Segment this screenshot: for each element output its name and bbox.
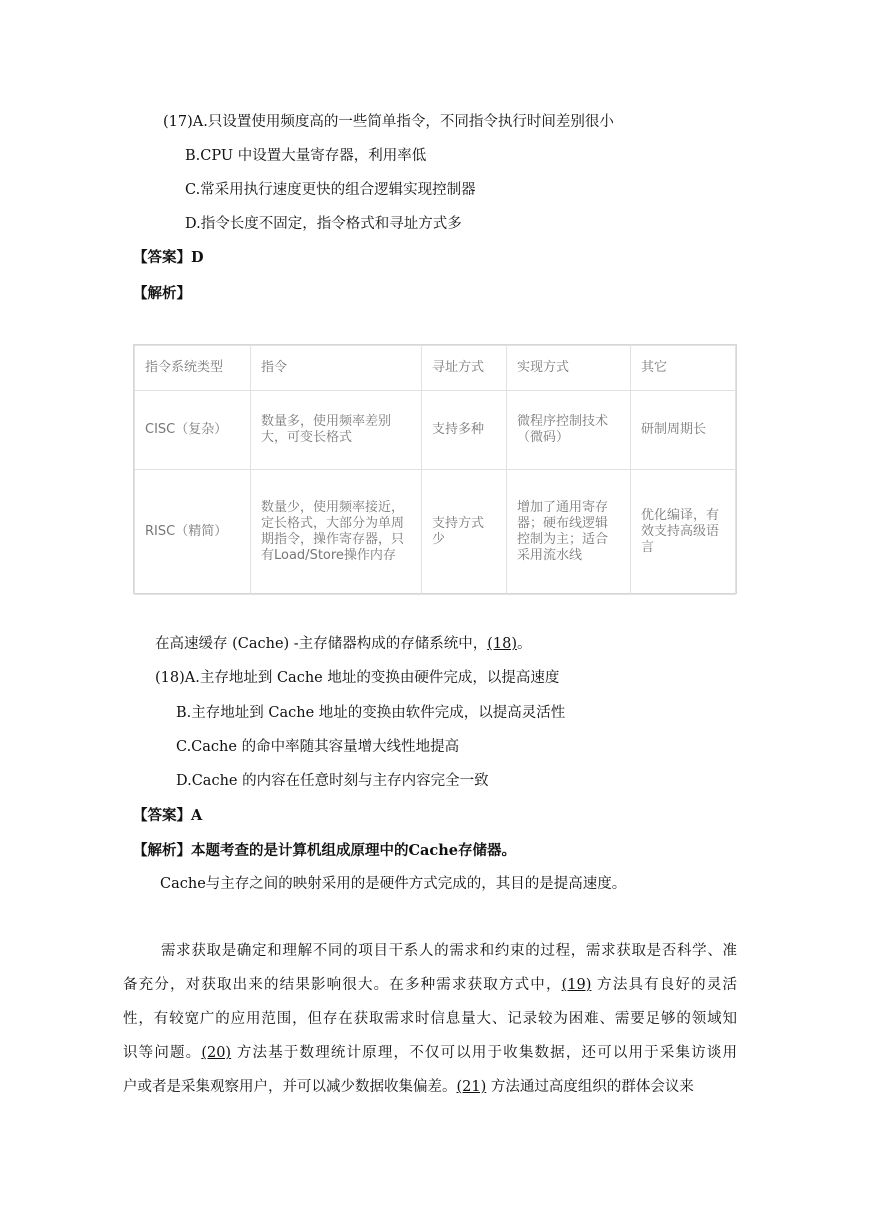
q20-blank: (20)	[201, 1045, 232, 1061]
q18-answer: 【答案】A	[133, 807, 203, 824]
q18-stem	[155, 634, 531, 654]
q17-option-d: D.指令长度不固定，指令格式和寻址方式多	[185, 216, 462, 232]
q17-analysis-label: 【解析】	[133, 285, 191, 302]
table-cell: 支持方式少	[422, 470, 507, 595]
paragraph-text: 方法通过高度组织的群体会议来	[486, 1079, 694, 1095]
q19-blank: (19)	[561, 977, 592, 993]
q18-option-b: B.主存地址到 Cache 地址的变换由软件完成，以提高灵活性	[176, 705, 566, 721]
table-cell: CISC（复杂）	[135, 391, 251, 470]
table-cell: 优化编译，有效支持高级语言	[631, 470, 736, 595]
table-header-cell: 其它	[631, 346, 736, 391]
table-header-cell: 指令系统类型	[135, 346, 251, 391]
paragraph-text: 识等问题。	[123, 1045, 202, 1061]
paragraph-text: 方法基于数理统计原理，不仅可以用于收集数据，还可以用于采集访谈用	[231, 1045, 737, 1061]
table-cell: RISC（精简）	[135, 470, 251, 595]
table-header-cell: 寻址方式	[422, 346, 507, 391]
q18-stem-end: 。	[516, 636, 532, 652]
q18-option-a: (18)A.主存地址到 Cache 地址的变换由硬件完成，以提高速度	[155, 670, 560, 686]
table-cell: 数量少，使用频率接近，定长格式，大部分为单周期指令，操作寄存器，只有Load/Store操作内存	[251, 470, 422, 595]
q18-blank: (18)	[487, 636, 517, 652]
paragraph-text: 方法具有良好的灵活	[591, 977, 738, 993]
q18-analysis-label: 【解析】本题考查的是计算机组成原理中的Cache存储器。	[133, 842, 517, 859]
table-cell: 研制周期长	[631, 391, 736, 470]
q17-answer: 【答案】D	[133, 249, 204, 266]
paragraph-line	[123, 1036, 737, 1070]
paragraph-line	[123, 968, 737, 1002]
q17-option-c: C.常采用执行速度更快的组合逻辑实现控制器	[185, 182, 476, 198]
q18-analysis-text: Cache与主存之间的映射采用的是硬件方式完成的，其目的是提高速度。	[160, 876, 627, 892]
paragraph-line: 需求获取是确定和理解不同的项目干系人的需求和约束的过程，需求获取是否科学、准	[161, 943, 737, 959]
paragraph-line: 性，有较宽广的应用范围，但存在获取需求时信息量大、记录较为困难、需要足够的领域知	[123, 1011, 737, 1027]
instruction-set-comparison-table	[133, 344, 737, 594]
q18-option-c: C.Cache 的命中率随其容量增大线性地提高	[176, 739, 460, 755]
q18-stem-text: 在高速缓存 (Cache) -主存储器构成的存储系统中，	[155, 636, 488, 652]
paragraph-text: 备充分，对获取出来的结果影响很大。在多种需求获取方式中，	[123, 977, 562, 993]
q17-option-a: (17)A.只设置使用频度高的一些简单指令，不同指令执行时间差别很小	[163, 114, 614, 130]
table-row	[135, 391, 736, 470]
table-header-row	[135, 346, 736, 391]
q17-option-b: B.CPU 中设置大量寄存器，利用率低	[185, 148, 427, 164]
paragraph-text: 户或者是采集观察用户，并可以减少数据收集偏差。	[123, 1079, 457, 1095]
table-cell: 支持多种	[422, 391, 507, 470]
table-header-cell: 指令	[251, 346, 422, 391]
q21-blank: (21)	[456, 1079, 487, 1095]
table-cell: 数量多，使用频率差别大，可变长格式	[251, 391, 422, 470]
q18-option-d: D.Cache 的内容在任意时刻与主存内容完全一致	[176, 773, 489, 789]
table-cell: 微程序控制技术（微码）	[507, 391, 631, 470]
paragraph-line	[123, 1070, 737, 1104]
requirements-paragraph	[123, 934, 737, 1104]
table-cell: 增加了通用寄存器；硬布线逻辑控制为主；适合采用流水线	[507, 470, 631, 595]
table-row	[135, 470, 736, 595]
table-header-cell: 实现方式	[507, 346, 631, 391]
